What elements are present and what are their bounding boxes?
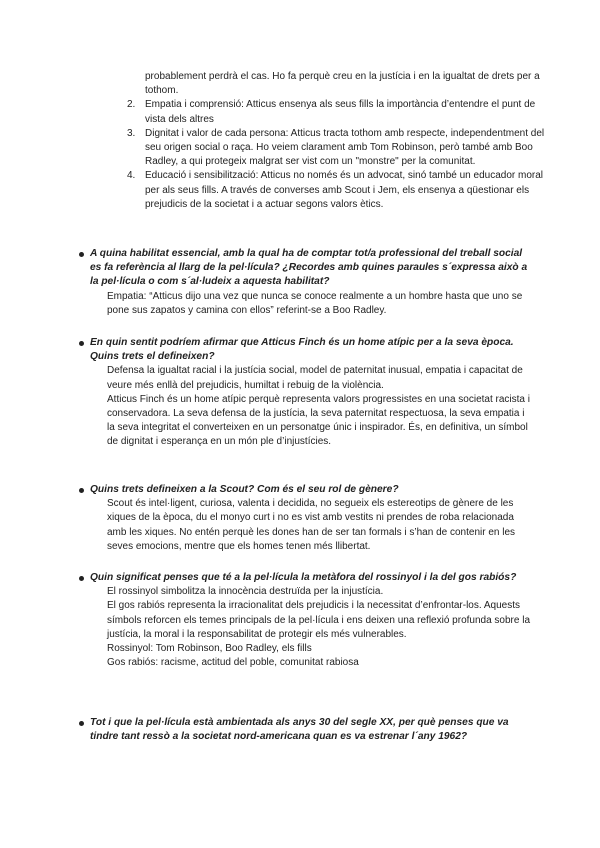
answer-paragraph: Gos rabiós: racisme, actitud del poble, comunitat rabiosa	[107, 657, 359, 669]
list-number: 3.	[127, 127, 136, 139]
answer-paragraph: Defensa la igualtat racial i la justícia social, model de paternitat inusual, empatia i capacitat de veure més enllà del prejudicis, humiltat i rebuig de la violència.	[107, 365, 523, 391]
question-block	[90, 716, 530, 744]
list-number: 4.	[127, 170, 136, 182]
values-section	[127, 70, 545, 212]
bullet-icon	[79, 252, 84, 257]
question-heading: Quin significat penses que té a la pel·lícula la metàfora del rossinyol i la del gos rabiós?	[90, 571, 530, 585]
question-block	[90, 336, 530, 450]
answer	[107, 497, 530, 554]
answer	[107, 290, 530, 318]
answer	[107, 585, 530, 670]
bullet-icon	[79, 721, 84, 726]
answer-paragraph: El rossinyol simbolitza la innocència destruïda per la injustícia.	[107, 586, 384, 598]
list-item	[127, 98, 545, 126]
bullet-icon	[79, 576, 84, 581]
list-item-text: Dignitat i valor de cada persona: Atticus tracta tothom amb respecte, independentment del seu origen social o raça. Ho veiem clarament amb Tom Robinson, però també amb Boo Radley, a qui protegeix malgrat ser vist com un "monstre" per la comunitat.	[145, 127, 545, 168]
list-item-text: Educació i sensibilització: Atticus no només és un advocat, sinó també un educador moral per als seus fills. A través de converses amb Scout i Jem, els ensenya a qüestionar els prejudicis de la societat i a actuar segons valors ètics.	[145, 170, 543, 210]
list-item	[127, 169, 545, 212]
list-item	[127, 127, 545, 170]
question-block	[90, 247, 530, 318]
question-heading: Tot i que la pel·lícula està ambientada als anys 30 del segle XX, per què penses que va tindre tant ressò a la societat nord-americana quan es va estrenar l´any 1962?	[90, 716, 530, 744]
answer-paragraph: El gos rabiós representa la irracionalitat dels prejudicis i la necessitat d’enfrontar-los. Aquests símbols reforcen els temes principals de la pel·lícula i ens deixen una reflexió profunda sobre la justícia, la moral i la responsabilitat de protegir els més vulnerables.	[107, 600, 531, 640]
answer-paragraph: Empatia: “Atticus dijo una vez que nunca se conoce realmente a un hombre hasta que uno se pone sus zapatos y camina con ellos” referint-se a Boo Radley.	[107, 290, 523, 316]
answer-paragraph: Atticus Finch és un home atípic perquè representa valors progressistes en una societat racista i conservadora. La seva defensa de la justícia, la seva paternitat respectuosa, la seva empatia i la seva integritat el converteixen en un personatge únic i inspirador. És, en definitiva, un símbol de dignitat i esperança en un món ple d’injustícies.	[107, 393, 530, 448]
intro-continuation: probablement perdrà el cas. Ho fa perquè creu en la justícia i en la igualtat de drets per a tothom.	[145, 71, 540, 97]
values-list	[127, 98, 545, 212]
bullet-icon	[79, 341, 84, 346]
answer	[107, 364, 530, 449]
bullet-icon	[79, 488, 84, 493]
question-block	[90, 571, 530, 670]
question-block	[90, 483, 530, 554]
answer-paragraph: Scout és intel·ligent, curiosa, valenta i decidida, no segueix els estereotips de gènere de les xiques de la època, du el monyo curt i no es vist amb vestits ni prendes de roba relacionada amb les xiques. No entén perquè les dones han de ser tan formals i s’han de contenir en les seves emocions, mentre que els homes tenen més llibertat.	[107, 498, 516, 552]
question-heading: En quin sentit podríem afirmar que Atticus Finch és un home atípic per a la seva època. Quins trets el defineixen?	[90, 336, 530, 364]
list-number: 2.	[127, 99, 136, 111]
question-heading: Quins trets defineixen a la Scout? Com és el seu rol de gènere?	[90, 483, 530, 497]
answer-paragraph: Rossinyol: Tom Robinson, Boo Radley, els fills	[107, 643, 312, 655]
list-item-text: Empatia i comprensió: Atticus ensenya als seus fills la importància d’entendre el punt de vista dels altres	[145, 99, 536, 125]
question-heading: A quina habilitat essencial, amb la qual ha de comptar tot/a professional del treball social es fa referència al llarg de la pel·lícula? ¿Recordes amb quines paraules s´expressa això a la pel·lícula o com s´al·ludeix a aquesta habilitat?	[90, 247, 530, 290]
